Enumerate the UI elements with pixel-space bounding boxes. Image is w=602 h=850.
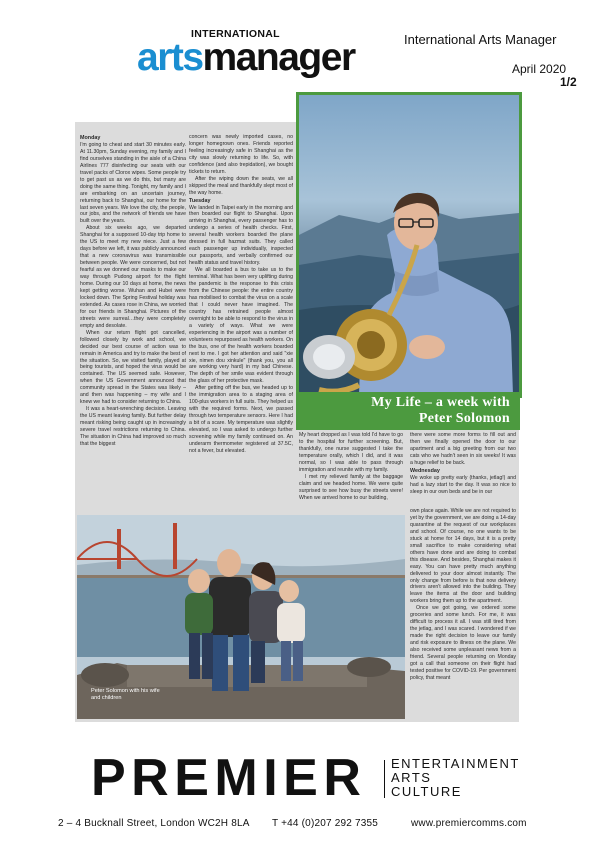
day-heading: Tuesday (189, 197, 211, 204)
article-paragraph: After getting off the bus, we headed up to the immigration area to a staging area of 100-plus workers in full suits. They helped us with the required forms. Next, we passed through two temperature sensors. Here I had a bit of a scare. My temperature was slightly elevated, so I was asked to undergo further screening while my family continued on. An underarm thermometer registered at 37.5C, not a fever, but elevated. (189, 385, 293, 454)
premier-logo: PREMIER (91, 749, 367, 807)
logo-international: INTERNATIONAL (191, 28, 280, 40)
article-paragraph: Once we got going, we ordered some groceries and some lunch. For me, it was difficult to process it all. I was still tired from the jetlag, and I was scared. I wondered if we made the right decision to leave our family and risk exposure to illness on the plane. We also received some unpleasant news from a friend. Several people returning on Monday got a call that someone on their flight had tested positive for COVID-19. Per government policy, that meant (410, 605, 516, 681)
article-paragraph: It was a heart-wrenching decision. Leaving the US meant leaving family. But further delay meant risking being caught up in increasingly severe travel restrictions returning to China. The situation in China had improved so much that the biggest (80, 406, 186, 447)
article-title-line-1: My Life – a week with (371, 395, 510, 410)
article-paragraph: My heart dropped as I was told I'd have to go to the hospital for further screening. But, thankfully, one nurse suggested I take the temperature orally, which I did, and it was normal, so I was able to pass through immigration and reunite with my family. (299, 432, 403, 473)
article-column-3 (299, 432, 403, 512)
issue-date: April 2020 (512, 62, 567, 76)
footer-phone: T +44 (0)207 292 7355 (272, 818, 379, 829)
article-column-1 (80, 134, 186, 510)
article-paragraph: I met my relieved family at the baggage claim and we headed home. We were quite surprised to see how busy the streets were! When we arrived home to our building, (299, 473, 403, 501)
article-title-bar (296, 392, 520, 430)
article-paragraph: We woke up pretty early (thanks, jetlag!) and had a lazy start to the day. It was so nice to sleep in our own beds and be in our (410, 474, 516, 495)
article-paragraph: We all boarded a bus to take us to the terminal. What has been very uplifting during the pandemic is the response to this crisis from the Chinese people: the entire country has mobilised to combat the virus on a scale that I could never have imagined. The country has retrained people almost overnight to be able to respond to the virus in a variety of ways. What we were experiencing in the airport was a number of volunteers repurposed as health workers. On the bus, one of the health workers boarded next to me. I got her attention and said "xie xie, nimen dou xinkule" (thank you, you all are working very hard) in my bad Chinese. The depth of her smile was evident through the glass of her protective mask. (189, 267, 293, 385)
article-paragraph: After the wiping down the seats, we all skipped the meal and thankfully slept most of the way home. (189, 175, 293, 196)
logo-arts: arts (137, 36, 203, 79)
logo-divider (384, 760, 385, 798)
photo-caption: Peter Solomon with his wife and children (91, 688, 160, 701)
article-paragraph: own place again. While we are not required to yet by the government, we are doing a 14-day quarantine at the request of our workplaces and school. Of course, no one wants to be stuck at home for 14 days, but it is a pretty small sacrifice to make considering what others have done and are doing to combat this disease. And besides, Shanghai makes it easy. You can have pretty much anything delivered to your door almost instantly. The only change from before is that now delivery drivers aren't allowed into the building. They leave the items at the door and building workers bring them up to the apartment. (410, 508, 516, 605)
footer-website[interactable]: www.premiercomms.com (411, 818, 527, 829)
article-column-5 (410, 508, 516, 718)
day-heading: Monday (80, 135, 101, 141)
tagline-entertainment: ENTERTAINMENT (391, 756, 520, 771)
article-paragraph: About six weeks ago, we departed Shanghai for a supposed 10-day trip home to the US to meet my new niece. Just a few days before we left, it was publicly announced that a new coronavirus was transmissible between people. We were concerned, but not fearful as we donned our masks to make our way through Pudong airport for the flight home. During our 10 days at home, the news kept getting worse. Wuhan and Hubei were locked down. The Spring Festival holiday was extended. As cases rose in China, we worried for our friends in Shanghai. Pictures of the streets were surreal…they were completely empty and desolate. (80, 225, 186, 329)
tagline-culture: CULTURE (391, 784, 462, 799)
article-title-line-2: Peter Solomon (418, 411, 510, 426)
article-column-2 (189, 134, 293, 510)
article-paragraph: When our return flight got cancelled, followed closely by work and school, we decided our best course of action was to remain in America and try to make the best of the situation. So, we visited family, played at being tourists, and hoped the virus would be contained. The US seemed safe. However, when the US Government announced that community spread in the States was likely – and then was happening – my wife and I knew we had to consider returning to China. (80, 329, 186, 406)
tagline-arts: ARTS (391, 770, 432, 785)
footer-address: 2 – 4 Bucknall Street, London WC2H 8LA (58, 818, 250, 829)
logo-manager: manager (202, 36, 355, 79)
day-heading: Wednesday (410, 467, 440, 474)
page-number: 1/2 (560, 75, 577, 89)
article-paragraph: We landed in Taipei early in the morning and then boarded our flight to Shanghai. Upon arriving in Shanghai, every passenger has to undergo a series of health checks. First, several health workers boarded the plane dressed in full hazmat suits. They called each passenger up individually, inspected our passports, and verbally confirmed our health status and travel history. (189, 204, 293, 267)
article-column-4 (410, 432, 516, 514)
article-paragraph: I'm going to cheat and start 30 minutes early. At 11.30pm, Sunday evening, my family and I find ourselves standing in the aisle of a China Airlines 777 disinfecting our seats with our travel packs of Clorox wipes. Some people try to get past us as we do this, but many are doing the same thing. Tonight, my family and I are embarking on an uncertain journey, returning back to Shanghai, our home for the last seven years. We love the city, the people, our jobs, and the network of friends we have built over the years. (80, 141, 186, 225)
portrait-illustration (299, 95, 519, 395)
article-paragraph: there were some more forms to fill out and then we finally opened the door to our apartment and a big greeting from our two cats who we hadn't seen in six weeks! It was a huge relief to be back. (410, 432, 516, 466)
arts-manager-logo (137, 36, 355, 80)
article-paragraph: concern was newly imported cases, no longer homegrown ones. Friends reported feeling increasingly safe in Shanghai as the city was slowly returning to life. So, with confidence (and also trepidation), we bought tickets to return. (189, 134, 293, 175)
publication-name: International Arts Manager (404, 32, 557, 47)
portrait-photo (296, 92, 522, 398)
